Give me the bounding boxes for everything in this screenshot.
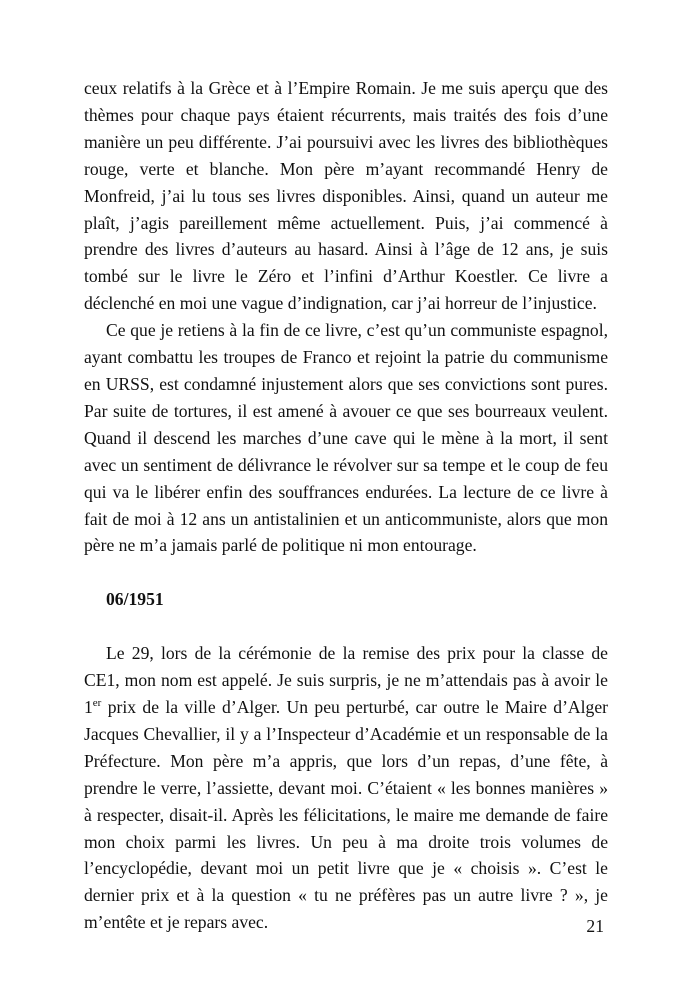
- paragraph-2: Ce que je retiens à la fin de ce livre, c’est qu’un communiste espagnol, ayant combattu les troupes de Franco et rejoint la patrie du communisme en URSS, est condamné injustement alors que ses convictions sont pures. Par suite de tortures, il est amené à avouer ce que ses bourreaux veulent. Quand il descend les marches d’une cave qui le mène à la mort, il sent avec un sentiment de délivrance le révolver sur sa tempe et le coup de feu qui va le libérer enfin des souffrances endurées. La lecture de ce livre à fait de moi à 12 ans un antistalinien et un anticommuniste, alors que mon père ne m’a jamais parlé de politique ni mon entourage.: [84, 320, 608, 556]
- paragraph-3-end: prix de la ville d’Alger. Un peu perturbé, car outre le Maire d’Alger Jacques Chevallier, il y a l’Inspecteur d’Académie et un responsable de la Préfecture. Mon père m’a appris, que lors d’un repas, d’une fête, à prendre le verre, l’assiette, devant moi. C’étaient « les bonnes manières » à respecter, disait-il. Après les félicitations, le maire me demande de faire mon choix parmi les livres. Un peu à ma droite trois volumes de l’encyclopédie, devant moi un petit livre que je « choisis ». C’est le dernier prix et à la question « tu ne préfères pas un autre livre ? », je m’entête et je repars avec.: [84, 697, 608, 933]
- ordinal-superscript: er: [92, 697, 102, 710]
- paragraph-3: [84, 640, 608, 936]
- book-page-body: [84, 75, 608, 936]
- page-number: 21: [586, 916, 604, 936]
- paragraph-1: ceux relatifs à la Grèce et à l’Empire Romain. Je me suis aperçu que des thèmes pour chaque pays étaient récurrents, mais traités des fois d’une manière un peu différente. J’ai poursuivi avec les livres des bibliothèques rouge, verte et blanche. Mon père m’ayant recommandé Henry de Monfreid, j’ai lu tous ses livres disponibles. Ainsi, quand un auteur me plaît, j’agis pareillement même actuellement. Puis, j’ai commencé à prendre des livres d’auteurs au hasard. Ainsi à l’âge de 12 ans, je suis tombé sur le livre le Zéro et l’infini d’Arthur Koestler. Ce livre a déclenché en moi une vague d’indignation, car j’ai horreur de l’injustice.: [84, 78, 608, 314]
- date-heading: 06/1951: [106, 589, 164, 610]
- paragraph-3-start: Le 29, lors de la cérémonie de la remise des prix pour la classe de CE1, mon nom est appelé. Je suis surpris, je ne m’attendais pas à avoir le 1: [84, 643, 608, 718]
